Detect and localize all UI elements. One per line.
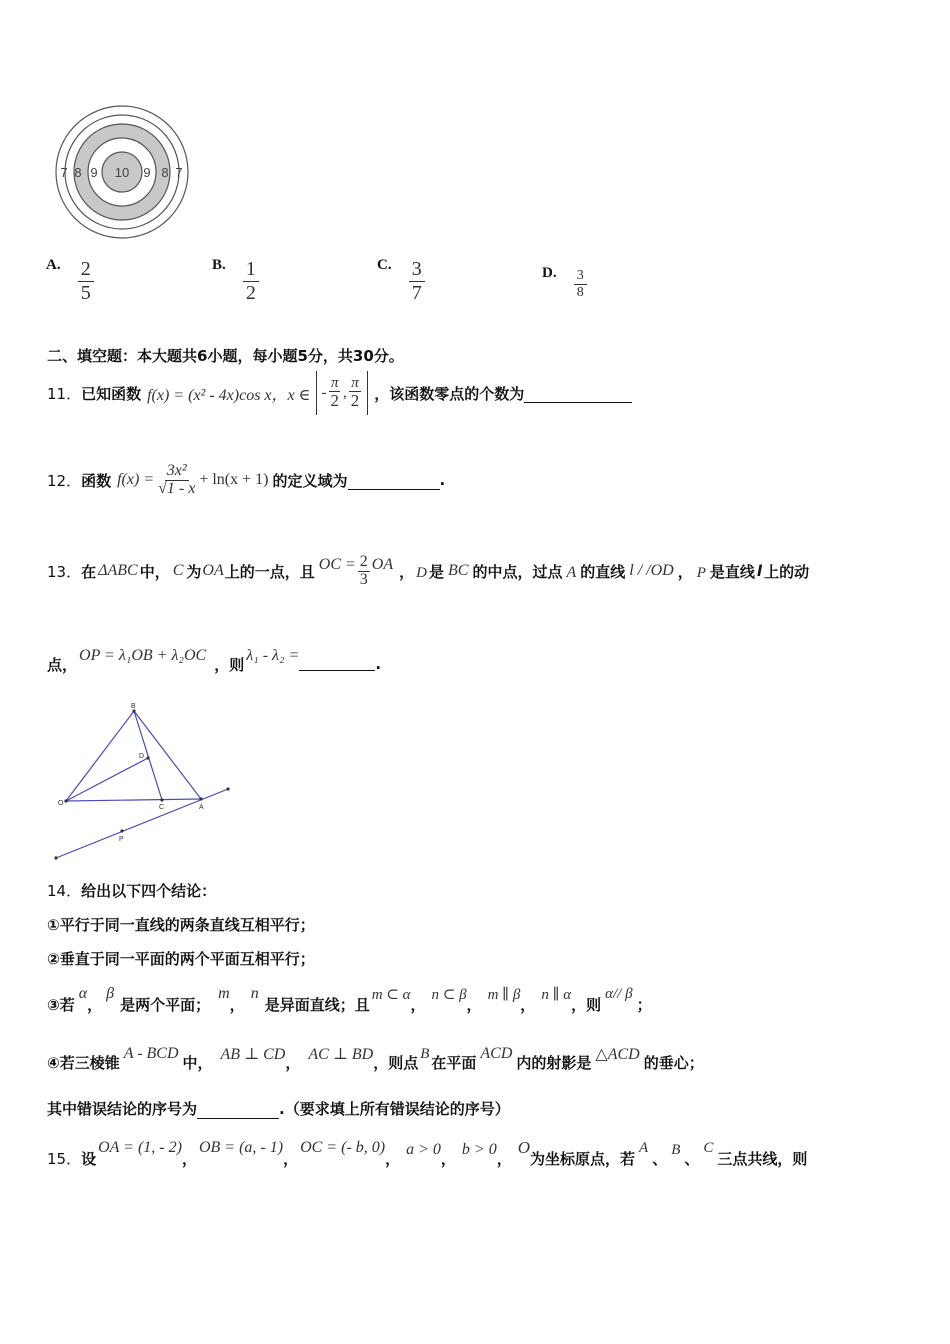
option-label: B.	[212, 257, 226, 273]
question-number: 12．	[47, 471, 82, 490]
question-14-tail: 其中错误结论的序号为 .（要求填上所有错误结论的序号）	[47, 1100, 510, 1118]
answer-blank[interactable]	[348, 471, 440, 490]
ring-label: 9	[143, 165, 151, 180]
option-c[interactable]	[377, 258, 425, 305]
question-text: 函数	[81, 471, 112, 490]
question-number: 13．	[47, 562, 82, 581]
answer-blank[interactable]	[197, 1102, 279, 1119]
option-fraction: $\frac{2}{5}$	[78, 258, 94, 305]
formula: f(x) = (x² - 4x)cos x，x ∈	[147, 386, 311, 404]
target-figure	[52, 104, 192, 242]
ring-label: 9	[90, 165, 98, 180]
statement-2: ②垂直于同一平面的两个平面互相平行；	[47, 950, 315, 968]
question-11	[47, 368, 632, 418]
point-label: P	[119, 836, 124, 843]
option-fraction: $\frac{3}{7}$	[409, 258, 425, 305]
answer-blank[interactable]	[299, 650, 375, 671]
question-14: 14．给出以下四个结论：	[47, 882, 217, 900]
section-title: 二、填空题：本大题共6小题，每小题5分，共30分。	[47, 347, 404, 365]
ring-label: 8	[161, 165, 169, 180]
question-15: 15． 设 OA = (1, - 2) ， OB = (a, - 1) ， OC = (- b, 0) ， a > 0 ， b > 0 ， O 为坐标原点，若 A 、 B 、 C 三点共线，则	[47, 1138, 808, 1168]
question-13: 13． 在 ΔABC 中， C 为 OA 上的一点，且 OC = $\frac{2}{3}$ OA ， D 是 BC 的中点，过点 A 的直线 l / /OD ， P 是直线 l 上的动	[47, 552, 810, 588]
ring-label: 10	[114, 165, 130, 180]
question-text: 的定义域为	[272, 471, 348, 490]
question-13-line-2: 点， OP = λ₁OB + λ₂OC ，则 λ₁ - λ₂ = .	[47, 647, 382, 674]
ring-label: 7	[175, 165, 183, 180]
option-b[interactable]	[212, 258, 259, 305]
segment-OB	[66, 711, 134, 801]
statement-3: ③若 α ， β 是两个平面； m ， n 是异面直线；且 m ⊂ α ， n ⊂ β ， m ∥ β ， n ∥ α ，则 α// β ；	[47, 985, 652, 1014]
question-number: 11．	[47, 384, 82, 403]
statement-1: ①平行于同一直线的两条直线互相平行；	[47, 916, 315, 934]
option-label: A.	[46, 257, 61, 273]
point-label: O	[58, 800, 64, 807]
point-label: D	[139, 753, 145, 760]
ring-label: 7	[60, 165, 68, 180]
question-number: 15．	[47, 1149, 82, 1168]
formula-fraction: $\frac{\text{3x²}}{√1 - x}$	[158, 461, 196, 497]
answer-blank[interactable]	[524, 384, 632, 403]
formula-rhs: + ln(x + 1)	[199, 471, 269, 488]
ring-label: 8	[74, 165, 82, 180]
question-text: ，该函数零点的个数为	[374, 384, 525, 403]
option-d[interactable]	[542, 264, 587, 301]
formula-lhs: f(x) =	[117, 471, 155, 488]
option-fraction: $\frac{1}{2}$	[243, 258, 259, 305]
segment-OA	[66, 799, 201, 801]
question-12: 12． 函数 f(x) = $\frac{\text{3x²}}{√1 - x}$ + ln(x + 1) 的定义域为 .	[47, 461, 446, 497]
interval: - $\frac{\pi}{2}$ , $\frac{\pi}{2}$	[316, 371, 368, 415]
statement-4: ④若三棱锥 A - BCD 中， AB ⊥ CD ， AC ⊥ BD ，则点 B 在平面 ACD 内的射影是 △ACD 的垂心；	[47, 1045, 704, 1072]
point-label: B	[131, 703, 136, 710]
question-number: 14．	[47, 882, 82, 900]
point-label: C	[159, 804, 165, 811]
option-a[interactable]	[46, 258, 94, 305]
point-label: A	[199, 804, 204, 811]
option-fraction: $\frac{3}{8}$	[574, 268, 587, 301]
segment-OD	[66, 758, 148, 801]
geometry-figure	[50, 702, 240, 864]
question-text: 已知函数	[81, 384, 142, 403]
option-label: C.	[377, 257, 392, 273]
option-label: D.	[542, 265, 557, 281]
